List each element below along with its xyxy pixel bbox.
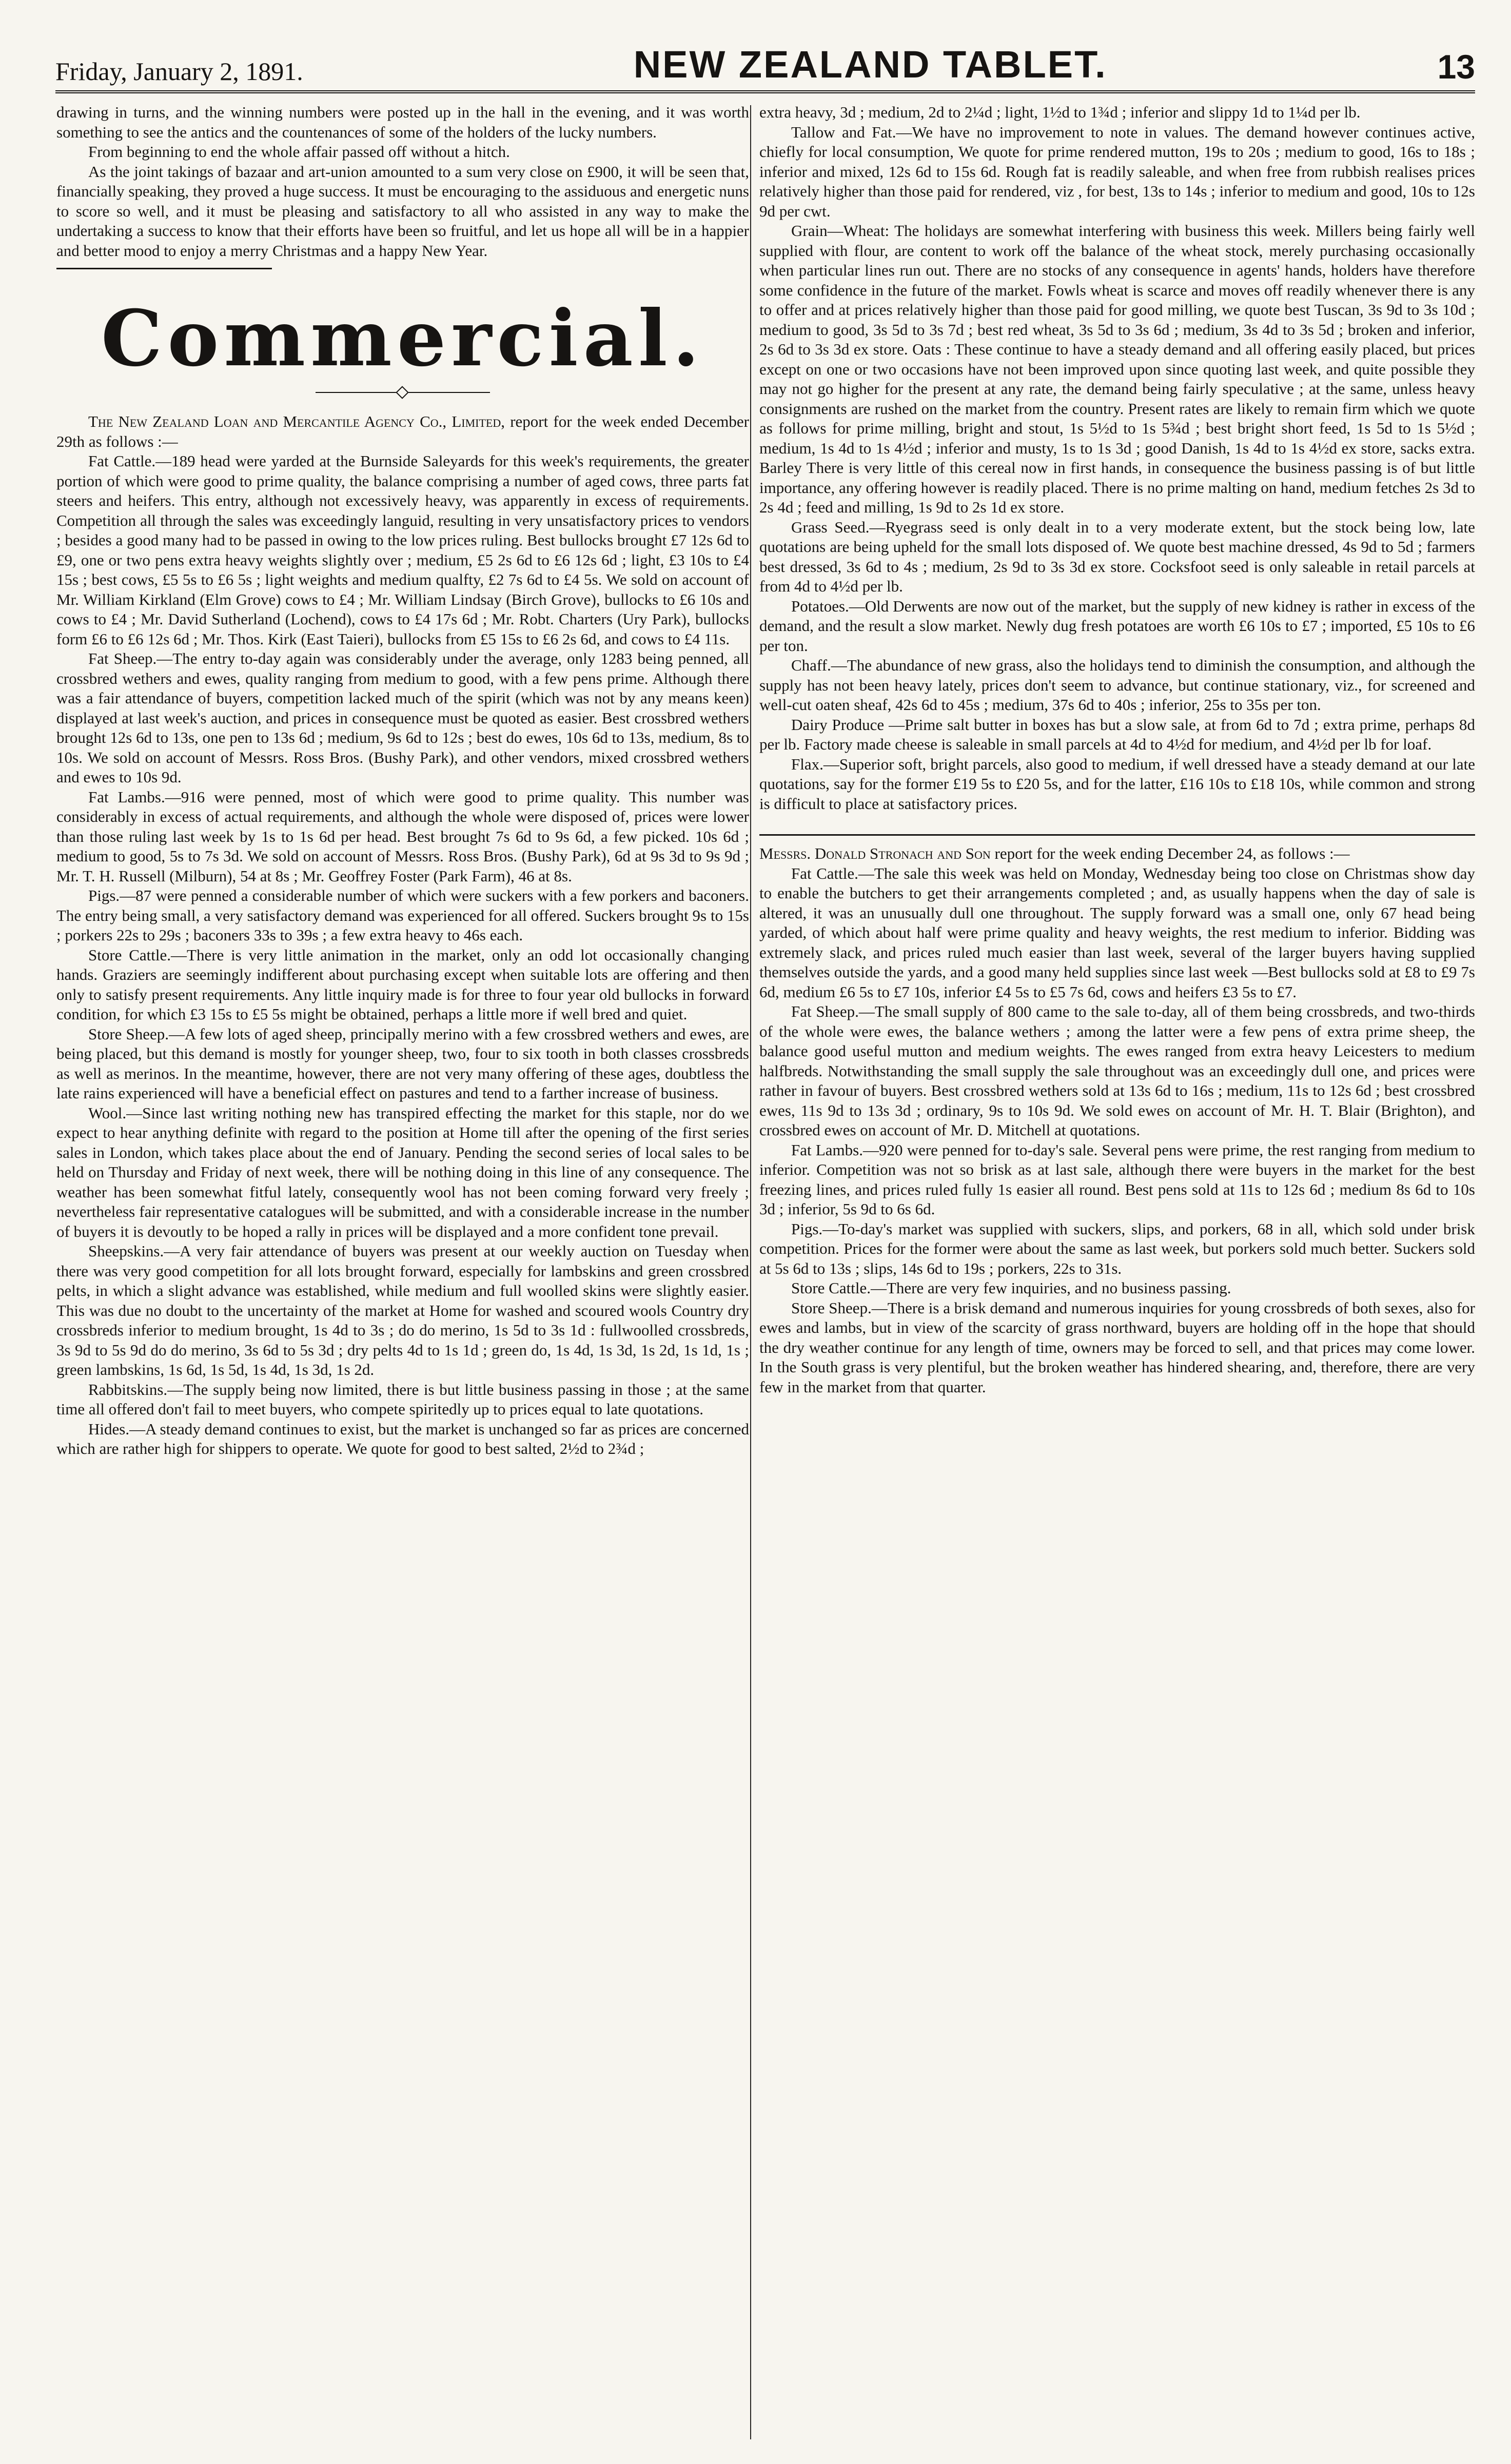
publication-title: NEW ZEALAND TABLET. [633, 43, 1107, 86]
intro-paragraph: drawing in turns, and the winning numbers were posted up in the hall in the evening, and it was worth something to see the antics and the countenances of some of the holders of the lucky numbers. [56, 103, 749, 141]
page-number: 13 [1437, 48, 1475, 86]
report-paragraph: Fat Cattle.—189 head were yarded at the Burnside Saleyards for this week's requirements, the greater portion of which were good to prime quality, the balance comprising a number of aged cows, three parts fat steers and heifers. This entry, although not excessively heavy, was apparently in excess of requirements. Competition all through the sales was exceedingly languid, resulting in very unsatisfactory prices to vendors ; besides a good many had to be passed in owing to the low prices ruling. Best bullocks brought £7 12s 6d to £9, one or two pens extra heavy weights slightly over ; medium, £5 2s 6d to £6 12s 6d ; light, £3 10s to £4 15s ; best cows, £5 5s to £6 5s ; light weights and medium qualfty, £2 7s 6d to £4 5s. We sold on account of Mr. William Kirkland (Elm Grove) cows to £4 ; Mr. William Lindsay (Birch Grove), bullocks to £6 10s and cows to £4 ; Mr. David Sutherland (Lochend), cows to £4 17s 6d ; Mr. Robt. Charters (Ury Park), bullocks form £6 to £6 12s 6d ; Mr. Thos. Kirk (East Taieri), bullocks from £5 15s to £6 2s 6d, and cows to £4 11s. [56, 452, 749, 648]
left-column [56, 103, 749, 2442]
report-paragraph: Fat Lambs.—920 were penned for to-day's sale. Several pens were prime, the rest ranging from medium to inferior. Competition was not so brisk as at last sale, although there were buyers in the market for the best freezing lines, and prices ruled fully 1s easier all round. Best pens sold at 11s to 12s 6d ; medium 8s 6d to 10s 3d ; inferior, 5s 9d to 6s 6d. [759, 1140, 1475, 1218]
report-paragraph: extra heavy, 3d ; medium, 2d to 2¼d ; light, 1½d to 1¾d ; inferior and slippy 1d to 1¼d per lb. [759, 103, 1361, 121]
intro-paragraph: As the joint takings of bazaar and art-union amounted to a sum very close on £900, it will be seen that, financially speaking, they proved a huge success. It must be encouraging to the assiduous and energetic nuns to score so well, and it must be pleasing and satisfactory to all who assisted in any way to make the undertaking a success to know that their efforts have been so fruitful, and let us hope all will be in a happier and better mood to enjoy a merry Christmas and a happy New Year. [56, 162, 749, 260]
report-paragraph: Chaff.—The abundance of new grass, also the holidays tend to diminish the consumption, and although the supply has not been heavy lately, prices don't seem to advance, but continue stationary, viz., for screened and well-cut oaten sheaf, 42s 6d to 45s ; medium, 37s 6d to 40s ; inferior, 25s to 35s per ton. [759, 656, 1475, 714]
report-paragraph: Wool.—Since last writing nothing new has transpired effecting the market for this staple, nor do we expect to hear anything definite with regard to the position at Home till after the opening of the first series sales in London, which takes place about the end of January. Pending the second series of local sales to be held on Thursday and Friday of next week, there will be nothing doing in this line of any consequence. The weather has been somewhat fitful lately, consequently wool has not been coming forward very freely ; nevertheless fair representative catalogues will be submitted, and with a considerable increase in the number of buyers it is devoutly to be hoped a rally in prices will be displayed and a more confident tone prevail. [56, 1103, 749, 1240]
report-paragraph: Fat Lambs.—916 were penned, most of which were good to prime quality. This number was considerably in excess of actual requirements, and although the whole were disposed of, prices were lower than those ruling last week by 1s to 1s 6d per head. Best brought 7s 6d to 9s 6d, a few picked. 10s 6d ; medium to good, 5s to 7s 3d. We sold on account of Messrs. Ross Bros. (Bushy Park), 6d at 9s 3d to 9s 9d ; Mr. T. H. Russell (Milburn), 54 at 8s ; Mr. Geoffrey Foster (Park Farm), 46 at 8s. [56, 787, 749, 885]
report-paragraph: Fat Sheep.—The small supply of 800 came to the sale to-day, all of them being crossbreds, and two-thirds of the whole were ewes, the balance wethers ; among the latter were a few pens of extra prime sheep, the balance good useful mutton and medium weights. The ewes ranged from extra heavy Leicesters to medium halfbreds. Notwithstanding the small supply the sale throughout was an exceedingly dull one, and prices were rather in favour of buyers. Best crossbred wethers sold at 13s 6d to 16s ; medium, 11s to 12s 6d ; best crossbred ewes, 11s 9d to 13s 3d ; ordinary, 9s to 10s 9d. We sold ewes on account of Mr. H. T. Blair (Brighton), and crossbred ewes on account of Mr. D. Mitchell at quotations. [759, 1002, 1475, 1139]
masthead [55, 40, 1475, 93]
report-paragraph: Hides.—A steady demand continues to exist, but the market is unchanged so far as prices are concerned which are rather high for shippers to operate. We quote for good to best salted, 2½d to 2¾d ; [56, 1420, 749, 1457]
report-firm: The New Zealand Loan and Mercantile Agency Co., Limited [88, 412, 501, 430]
report-paragraph: Sheepskins.—A very fair attendance of buyers was present at our weekly auction on Tuesday when there was very good competition for all lots brought forward, especially for lambskins and green crossbred pelts, in which a slight advance was established, while medium and full woolled skins were slightly easier. This was due no doubt to the uncertainty of the market at Home for washed and scoured wools Country dry crossbreds inferior to medium brought, 1s 4d to 3s ; do do merino, 1s 5d to 3s 1d : fullwoolled crossbreds, 3s 9d to 5s 9d do do merino, 3s 6d to 5s 3d ; dry pelts 4d to 1s 1d ; green do, 1s 4d, 1s 3d, 1s 2d, 1s 1d, 1s ; green lambskins, 1s 6d, 1s 5d, 1s 4d, 1s 3d, 1s 2d. [56, 1242, 749, 1378]
report-intro-text: , report for the week ended December 29th as follows :— [56, 412, 749, 450]
report-paragraph: Tallow and Fat.—We have no improvement to note in values. The demand however continues active, chiefly for local consumption, We quote for prime rendered mutton, 19s to 20s ; medium to good, 16s to 18s ; inferior and mixed, 12s 6d to 15s 6d. Rough fat is readily saleable, and when free from rubbish realises prices relatively higher than those paid for rendered, viz , for best, 13s to 14s ; inferior to medium and good, 10s to 12s 9d per cwt. [759, 123, 1475, 220]
right-column [759, 103, 1475, 2442]
ornament-divider [316, 387, 490, 398]
report-paragraph: Potatoes.—Old Derwents are now out of the market, but the supply of new kidney is rather in excess of the demand, and the result a slow market. Newly dug fresh potatoes are worth £6 10s to £7 ; imported, £5 10s to £6 per ton. [759, 597, 1475, 655]
report2-firm: Messrs. Donald Stronach and Son [759, 844, 991, 862]
report-paragraph: Pigs.—To-day's market was supplied with suckers, slips, and porkers, 68 in all, which sold under brisk competition. Prices for the former were about the same as last week, but porkers sold much better. Suckers sold at 5s 6d to 13s ; slips, 14s 6d to 19s ; porkers, 22s to 31s. [759, 1219, 1475, 1277]
report2-intro [759, 844, 1475, 864]
report-paragraph: Pigs.—87 were penned a considerable number of which were suckers with a few porkers and baconers. The entry being small, a very satisfactory demand was experienced for all offered. Suckers brought 9s to 15s ; porkers 22s to 29s ; baconers 33s to 39s ; a few extra heavy to 46s each. [56, 886, 749, 944]
report-intro [56, 412, 749, 451]
issue-date: Friday, January 2, 1891. [55, 57, 303, 86]
report-paragraph: Store Sheep.—There is a brisk demand and numerous inquiries for young crossbreds of both sexes, also for ewes and lambs, but in view of the scarcity of grass northward, buyers are holding off in the hope that should the dry weather continue for any length of time, owners may be forced to sell, and that prices may come lower. In the South grass is very plentiful, but the broken weather has hindered shearing, and, therefore, there are very few in the market from that quarter. [759, 1298, 1475, 1396]
report-paragraph: Fat Sheep.—The entry to-day again was considerably under the average, only 1283 being penned, all crossbred wethers and ewes, quality ranging from medium to good, with a few pens prime. Although there was a fair attendance of buyers, competition lacked much of the spirit (which was not by any means keen) displayed at last week's auction, and prices in consequence must be quoted as easier. Best crossbred wethers brought 12s 6d to 13s, one pen to 13s 6d ; medium, 9s 6d to 12s ; best do ewes, 10s 6d to 13s, medium, 8s to 10s. We sold on account of Messrs. Ross Bros. (Bushy Park), and other vendors, mixed crossbred wethers and ewes to 10s 9d. [56, 649, 749, 786]
report-paragraph: Flax.—Superior soft, bright parcels, also good to medium, if well dressed have a steady demand at our late quotations, say for the former £19 5s to £20 5s, and for the latter, £16 10s to £18 10s, while common and strong is difficult to place at satisfactory prices. [759, 755, 1475, 813]
report-paragraph: Dairy Produce —Prime salt butter in boxes has but a slow sale, at from 6d to 7d ; extra prime, perhaps 8d per lb. Factory made cheese is saleable in small parcels at 4d to 4½d for medium, and 4½d per lb for loaf. [759, 715, 1475, 753]
report-separator [759, 834, 1475, 836]
diamond-icon [396, 386, 408, 399]
report-paragraph: Grass Seed.—Ryegrass seed is only dealt in to a very moderate extent, but the stock being low, late quotations are being upheld for the small lots disposed of. We quote best machine dressed, 4s 9d to 5d ; farmers best dressed, 3s 6d to 4s ; medium, 2s 9d to 3s 3d ex store. Cocksfoot seed is only saleable in retail parcels at from 4d to 4½d per lb. [759, 518, 1475, 595]
report2-intro-text: report for the week ending December 24, as follows :— [990, 844, 1350, 862]
section-rule [56, 268, 272, 269]
report-paragraph: Store Cattle.—There are very few inquiries, and no business passing. [791, 1279, 1231, 1297]
column-divider [750, 105, 751, 2439]
report-paragraph: Rabbitskins.—The supply being now limited, there is but little business passing in those ; at the same time all offered don't fail to meet buyers, who compete spiritedly up to prices equal to late quotations. [56, 1380, 749, 1418]
intro-paragraph: From beginning to end the whole affair passed off without a hitch. [88, 143, 510, 161]
section-title: Commercial. [101, 293, 705, 384]
report-paragraph: Fat Cattle.—The sale this week was held on Monday, Wednesday being too close on Christmas show day to enable the butchers to get their arrangements completed ; and, as usually happens when the day of sale is altered, it was an unusually dull one throughout. The supply forward was a small one, only 67 head being yarded, of which about half were prime quality and heavy weights, the rest medium to inferior. Bidding was extremely slack, and prices ruled much easier than last week, several of the larger buyers having supplied themselves outside the yards, and a good many held supplies since last week —Best bullocks sold at £8 to £9 7s 6d, medium £6 5s to £7 10s, inferior £4 5s to £5 7s 6d, cows and heifers £3 5s to £7. [759, 864, 1475, 1001]
report-paragraph: Store Sheep.—A few lots of aged sheep, principally merino with a few crossbred wethers and ewes, are being placed, but this demand is mostly for younger sheep, two, four to six tooth in both classes crossbreds as well as merinos. In the meantime, however, there are not very many offering of these ages, doubtless the late rains experienced will have a beneficial effect on pastures and tend to a farther increase of business. [56, 1024, 749, 1102]
report-paragraph: Store Cattle.—There is very little animation in the market, only an odd lot occasionally changing hands. Graziers are seemingly indifferent about purchasing except when suitable lots are offering and then only to satisfy present requirements. Any little inquiry made is for three to four year old bullocks in forward condition, for which £3 15s to £5 5s might be obtained, perhaps a little more if well bred and quiet. [56, 945, 749, 1023]
report-paragraph: Grain—Wheat: The holidays are somewhat interfering with business this week. Millers being fairly well supplied with flour, are content to work off the balance of the wheat stock, merely purchasing occasionally when particular lines run out. There are no stocks of any consequence in agents' hands, holders have therefore some confidence in the future of the market. Fowls wheat is scarce and moves off readily whenever there is any to offer and at prices relatively higher than those paid for good milling, we quote best Tuscan, 3s 9d to 3s 10d ; medium to good, 3s 5d to 3s 7d ; best red wheat, 3s 5d to 3s 6d ; medium, 3s 4d to 3s 5d ; broken and inferior, 2s 6d to 3s 3d ex store. Oats : These continue to have a steady demand and all offering easily placed, but prices except on one or two occasions have not been improved upon since quoting last week, and quite possible they may not go higher for the present at any rate, the demand being fairly speculative ; at the same, unless heavy consignments are rushed on the market from the country. Present rates are likely to remain firm which we quote as follows for prime milling, bright and stout, 1s 5½d to 1s 5¾d ; best bright short feed, 1s 5d to 1s 5½d ; medium, 1s 4d to 1s 4½d ; inferior and musty, 1s to 1s 3d ; good Danish, 1s 4d to 1s 4½d ex store, sacks extra. Barley There is very little of this cereal now in first hands, in consequence the business passing is of but little importance, any offering however is readily placed. There is no prime malting on hand, medium fetches 2s 3d to 2s 4d ; feed and milling, 1s 9d to 2s 1d ex store. [759, 222, 1475, 516]
